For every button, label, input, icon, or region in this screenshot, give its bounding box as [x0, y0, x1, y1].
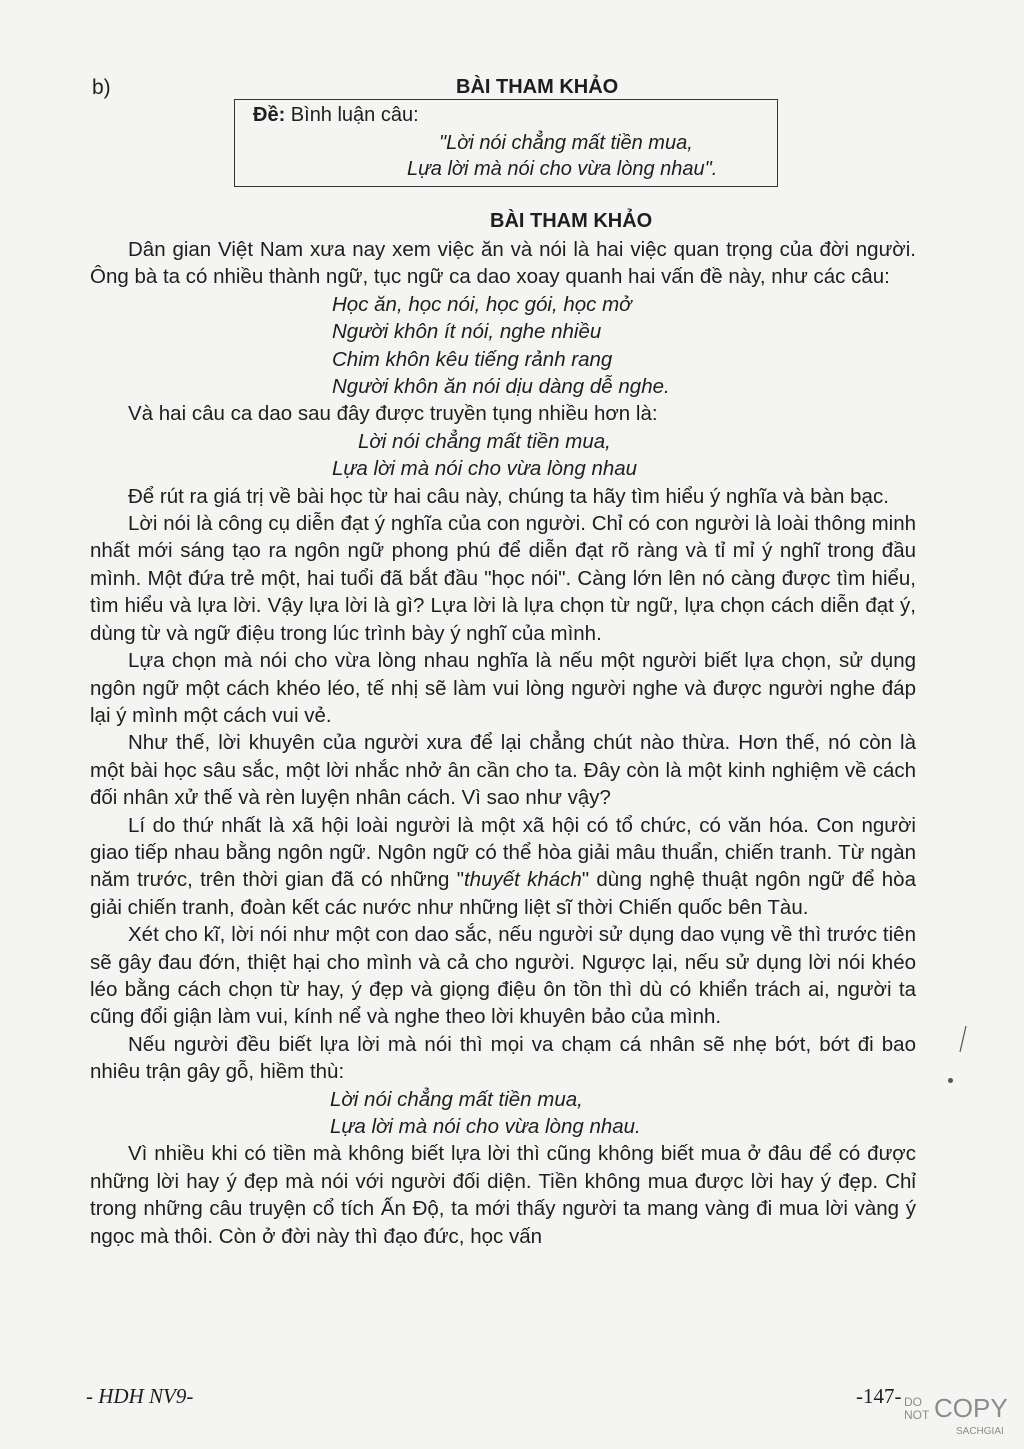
paragraph-5: Lựa chọn mà nói cho vừa lòng nhau nghĩa là nếu một người biết lựa chọn, sử dụng ngôn ngữ một cách khéo léo, tế nhị sẽ làm vui lòng người nghe và được người nghe đáp lại ý mình một cách vui vẻ. [90, 649, 916, 727]
watermark-logo [904, 1393, 1016, 1442]
paragraph-7-part-a: Lí do thứ nhất là xã hội loài người là một xã hội có tổ chức, có văn hóa. Con người giao tiếp nhau bằng ngôn ngữ. Ngôn ngữ có thể hòa giải mâu thuẩn, chiến tranh. Từ ngàn năm trước, trên thời gian đã có những " [90, 813, 916, 892]
paragraph-6: Như thế, lời khuyên của người xưa để lại chẳng chút nào thừa. Hơn thế, nó còn là một bài học sâu sắc, một lời nhắc nhở ân cần cho ta. Đây còn là một kinh nghiệm về cách đối nhân xử thế và rèn luyện nhân cách. Vì sao như vậy? [90, 731, 916, 810]
stray-mark [958, 1024, 968, 1054]
verse-line: Người khôn ăn nói dịu dàng dễ nghe. [332, 375, 670, 399]
verse-line: Người khôn ít nói, nghe nhiều [332, 320, 602, 344]
prompt-de-label: Đề: [253, 104, 286, 126]
watermark-copy: COPY [934, 1393, 1008, 1423]
paragraph-1: Dân gian Việt Nam xưa nay xem việc ăn và nói là hai việc quan trọng của đời người. Ông bà ta có nhiều thành ngữ, tục ngữ ca dao xoay quanh hai vấn đề này, như các câu: [90, 238, 916, 289]
verse-line: Học ăn, học nói, học gói, học mở [332, 292, 632, 316]
paragraph-3: Để rút ra giá trị về bài học từ hai câu này, chúng ta hãy tìm hiểu ý nghĩa và bàn bạc. [128, 484, 889, 508]
prompt-quote-line1: "Lời nói chẳng mất tiền mua, [439, 132, 693, 154]
verse-line: Lựa lời mà nói cho vừa lòng nhau [332, 457, 638, 481]
verse-line: Lựa lời mà nói cho vừa lòng nhau. [330, 1115, 641, 1138]
paragraph-7-part-b: " dùng nghệ thuật ngôn ngữ để hòa giải chiến tranh, đoàn kết các nước như những liệt sĩ thời Chiến quốc bên Tàu. [90, 868, 916, 919]
prompt-de [253, 104, 419, 127]
paragraph-10: Vì nhiều khi có tiền mà không biết lựa lời thì cũng không biết mua ở đâu để có được những lời hay ý đẹp mà nói với người đối diện. Tiền không mua được lời hay ý đẹp. Chỉ trong những câu truyện cổ tích Ấn Độ, ta mới thấy người ta mang vàng đi mua lời vàng ý ngọc mà thôi. Còn ở đời này thì đạo đức, học vấn [90, 1142, 916, 1248]
paragraph-9: Nếu người đều biết lựa lời mà nói thì mọi va chạm cá nhân sẽ nhẹ bớt, bớt đi bao nhiêu trận gây gỗ, hiềm thù: [90, 1032, 916, 1084]
footer-page-number: -147- [856, 1384, 902, 1408]
watermark-do: DO [904, 1395, 922, 1409]
watermark-brand: SACHGIAI [956, 1426, 1004, 1437]
stray-dot [948, 1078, 953, 1083]
paragraph-8: Xét cho kĩ, lời nói như một con dao sắc, nếu người sử dụng dao vụng về thì trước tiên sẽ gây đau đớn, thiệt hại cho mình và cả cho người. Ngược lại, nếu sử dụng lời nói khéo léo bằng cách chọn từ hay, ý đẹp và giọng điệu ôn tồn thì dù có khiển trách ai, người ta cũng đổi giận làm vui, kính nể và nghe theo lời khuyên bảo của mình. [90, 923, 916, 1029]
paragraph-7-emphasis: thuyết khách [463, 868, 582, 892]
paragraph-4: Lời nói là công cụ diễn đạt ý nghĩa của con người. Chỉ có con người là loài thông minh nhất mới sáng tạo ra ngôn ngữ phong phú để diễn đạt rõ ràng và tỉ mỉ ý nghĩ trong đầu mình. Một đứa trẻ một, hai tuổi đã bắt đầu "học nói". Càng lớn lên nó càng được tìm hiểu, tìm hiểu và lựa lời. Vậy lựa lời là gì? Lựa lời là lựa chọn từ ngữ, lựa chọn cách diễn đạt ý, dùng từ và ngữ điệu trong lúc trình bày ý nghĩ của mình. [90, 512, 916, 645]
verse-line: Lời nói chẳng mất tiền mua, [358, 429, 611, 453]
verse-line: Chim khôn kêu tiếng rảnh rang [332, 347, 613, 371]
paragraph-7 [90, 812, 916, 922]
section-title: BÀI THAM KHẢO [490, 210, 653, 232]
prompt-de-text: Bình luận câu: [285, 104, 419, 126]
heading-bai-tham-khao: BÀI THAM KHẢO [456, 76, 619, 98]
prompt-quote-line2: Lựa lời mà nói cho vừa lòng nhau". [407, 158, 718, 180]
verse-line: Lời nói chẳng mất tiền mua, [330, 1087, 583, 1111]
footer-book-code: - HDH NV9- [86, 1384, 194, 1408]
watermark-not: NOT [904, 1408, 930, 1422]
paragraph-2: Và hai câu ca dao sau đây được truyền tụng nhiều hơn là: [128, 402, 658, 426]
prompt-box [234, 99, 778, 187]
essay-body [90, 236, 916, 1250]
section-label: b) [92, 76, 111, 99]
